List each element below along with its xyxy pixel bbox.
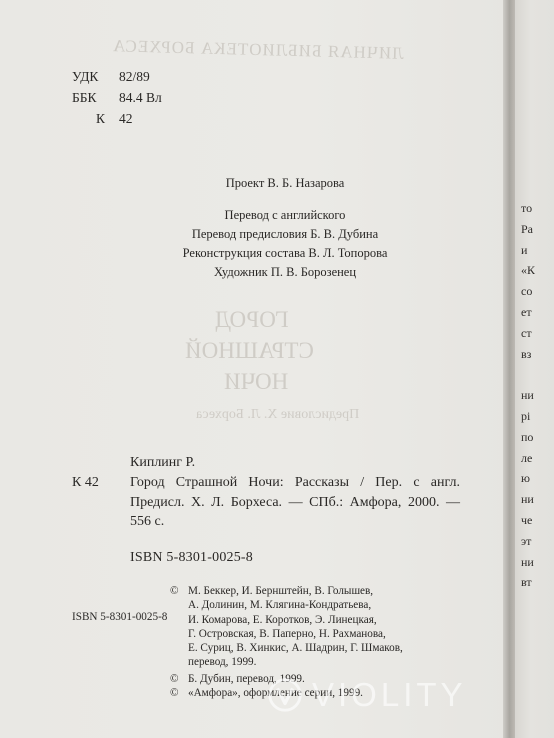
bbk-label: ББК xyxy=(72,90,97,105)
right-fragment: ни xyxy=(521,388,534,403)
project-credit: Проект В. Б. Назарова xyxy=(225,176,345,190)
right-fragment: по xyxy=(521,429,534,444)
catalog-description: Город Страшной Ночи: Рассказы / Пер. с англ. Предисл. Х. Л. Борхеса. — СПб.: Амфора, 2000. — 556 с. xyxy=(130,475,460,529)
bbk-value: 84.4 Вл xyxy=(119,90,162,105)
preface-translation-credit: Перевод предисловия Б. В. Дубина xyxy=(191,227,379,241)
k-label: К xyxy=(96,111,106,126)
k-row xyxy=(72,108,162,129)
catalog-author: Киплинг Р. xyxy=(130,455,196,470)
right-fragment: вт xyxy=(521,575,532,590)
copyright-translators xyxy=(170,584,403,670)
right-fragment: «К xyxy=(521,263,536,278)
watermark xyxy=(266,672,546,718)
isbn-bottom: ISBN 5-8301-0025-8 xyxy=(72,611,168,623)
copyright-line: Г. Островская, В. Паперно, Н. Рахманова, xyxy=(188,627,386,640)
udk-value: 82/89 xyxy=(119,69,150,84)
right-fragment: рі xyxy=(521,408,531,423)
right-fragment: то xyxy=(521,201,533,215)
copyright-line: М. Беккер, И. Бернштейн, В. Голышев, xyxy=(188,585,374,597)
bbk-row xyxy=(72,87,162,108)
copyright-line: Е. Суриц, В. Хинкис, А. Шадрин, Г. Шмаков, xyxy=(188,642,403,655)
right-fragment: ни xyxy=(521,492,534,507)
right-fragment: ле xyxy=(521,450,533,465)
right-fragment: и xyxy=(521,242,528,257)
artist-credit: Художник П. В. Борозенец xyxy=(213,265,357,279)
right-fragment: эт xyxy=(521,533,532,548)
watermark-logo-icon xyxy=(266,676,304,714)
bleed-title-line-1: ГОРОД xyxy=(215,307,289,332)
credits-block xyxy=(110,174,460,282)
k-value: 42 xyxy=(119,111,133,126)
right-fragment: вз xyxy=(521,346,532,361)
copyright-symbol: © xyxy=(170,672,179,685)
book-spine xyxy=(503,0,515,738)
copyright-line: И. Комарова, Е. Коротков, Э. Линецкая, xyxy=(188,613,377,626)
right-fragment: ни xyxy=(521,554,534,569)
copyright-line: «Амфора», оформление серии, 1999. xyxy=(188,687,363,700)
bleed-title-line-2: СТРАШНОЙ xyxy=(185,338,314,363)
right-fragment: Ра xyxy=(521,221,533,236)
right-fragment: ю xyxy=(521,471,530,486)
bleed-title-line-3: НОЧИ xyxy=(224,369,289,394)
copyright-line: А. Долинин, М. Клягина-Кондратьева, xyxy=(188,599,372,612)
bleed-series: ЛИЧНАЯ БИБЛИОТЕКА БОРХЕСА xyxy=(111,36,404,63)
translation-credit: Перевод с английского xyxy=(224,208,346,222)
copyright-symbol: © xyxy=(170,687,179,700)
right-fragment: ст xyxy=(521,325,532,340)
right-page-text xyxy=(521,198,535,593)
right-fragment: че xyxy=(521,512,533,527)
watermark-text: VIOLITY xyxy=(312,676,467,713)
copyright-symbol: © xyxy=(170,585,179,597)
copyright-line: перевод, 1999. xyxy=(188,656,257,669)
udk-label: УДК xyxy=(72,69,99,84)
right-fragment xyxy=(521,364,535,385)
classification-codes xyxy=(72,66,162,129)
right-fragment: со xyxy=(521,284,533,299)
reconstruction-credit: Реконструкция состава В. Л. Топорова xyxy=(182,246,388,260)
right-fragment: ет xyxy=(521,304,532,319)
bleed-subtitle: Предисловие Х. Л. Борхеса xyxy=(196,407,360,422)
copyright-line: Б. Дубин, перевод, 1999. xyxy=(188,672,305,685)
isbn-main: ISBN 5-8301-0025-8 xyxy=(130,550,253,565)
udk-row xyxy=(72,66,162,87)
catalog-code: К 42 xyxy=(72,475,99,490)
